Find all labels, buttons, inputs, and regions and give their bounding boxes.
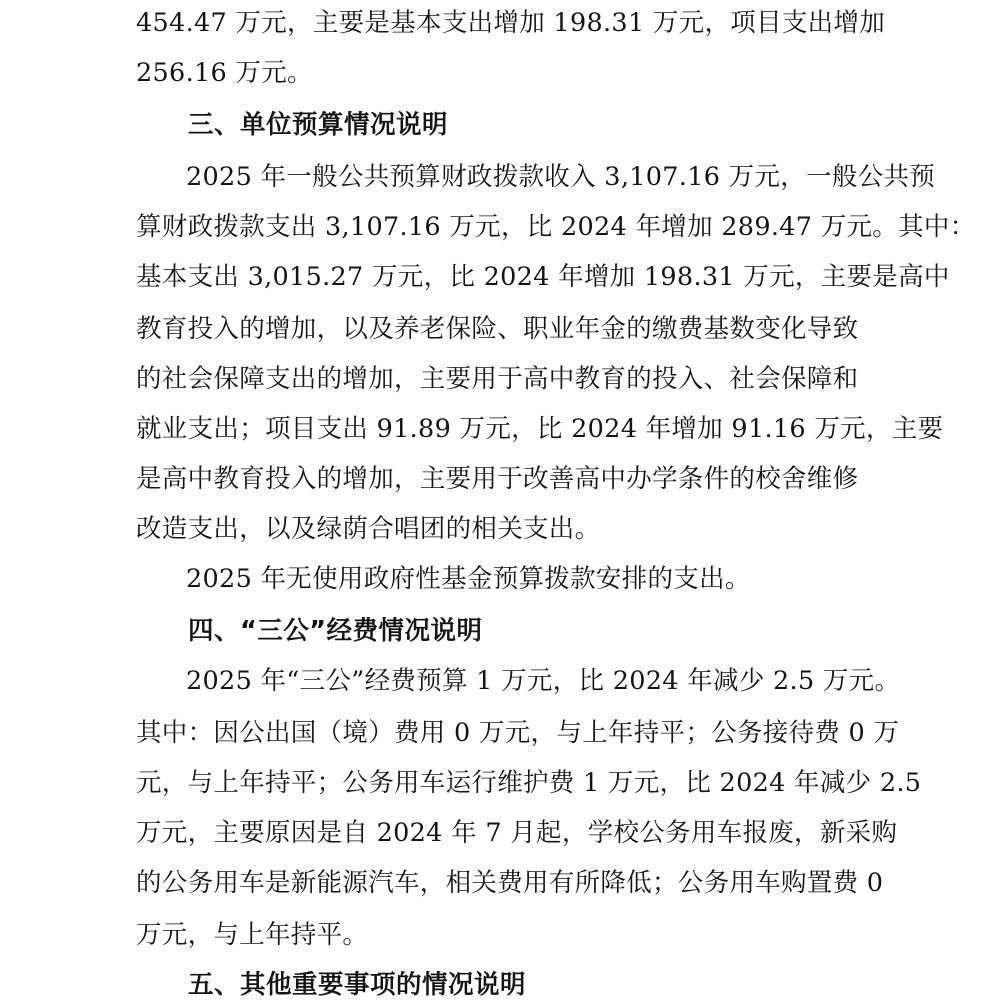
section-heading-other-matters: 五、其他重要事项的情况说明	[188, 970, 527, 1000]
text-line: 就业支出；项目支出 91.89 万元，比 2024 年增加 91.16 万元，主要	[136, 414, 944, 444]
text-line: 的公务用车是新能源汽车，相关费用有所降低；公务用车购置费 0	[136, 868, 884, 898]
section-heading-unit-budget: 三、单位预算情况说明	[188, 110, 449, 140]
paragraph-first-line: 2025 年无使用政府性基金预算拨款安排的支出。	[186, 564, 751, 594]
paragraph-first-line: 2025 年“三公”经费预算 1 万元，比 2024 年减少 2.5 万元。	[186, 666, 901, 696]
text-line: 454.47 万元，主要是基本支出增加 198.31 万元，项目支出增加	[136, 8, 886, 38]
text-line: 万元，主要原因是自 2024 年 7 月起，学校公务用车报废，新采购	[136, 818, 898, 848]
text-line: 教育投入的增加，以及养老保险、职业年金的缴费基数变化导致	[136, 314, 859, 344]
text-line: 基本支出 3,015.27 万元，比 2024 年增加 198.31 万元，主要是高中	[136, 262, 950, 292]
text-line: 元，与上年持平；公务用车运行维护费 1 万元，比 2024 年减少 2.5	[136, 768, 922, 798]
paragraph-first-line: 2025 年一般公共预算财政拨款收入 3,107.16 万元，一般公共预	[186, 162, 936, 192]
text-line: 万元，与上年持平。	[136, 920, 369, 950]
text-line: 其中：因公出国（境）费用 0 万元，与上年持平；公务接待费 0 万	[136, 718, 900, 748]
text-line: 是高中教育投入的增加，主要用于改善高中办学条件的校舍维修	[136, 464, 859, 494]
text-line: 算财政拨款支出 3,107.16 万元，比 2024 年增加 289.47 万元。其中：	[136, 212, 976, 242]
text-line: 256.16 万元。	[136, 58, 313, 88]
text-line: 的社会保障支出的增加，主要用于高中教育的投入、社会保障和	[136, 364, 859, 394]
text-line: 改造支出，以及绿荫合唱团的相关支出。	[136, 514, 601, 544]
section-heading-three-public: 四、“三公”经费情况说明	[188, 616, 483, 646]
